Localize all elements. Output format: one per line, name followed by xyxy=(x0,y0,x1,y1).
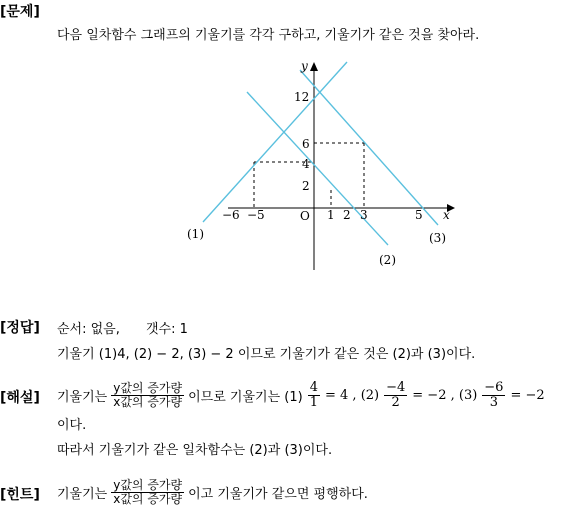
tick-y-6: 6 xyxy=(302,137,310,151)
axis-y-label: y xyxy=(301,59,308,73)
answer-tag: [정답] xyxy=(0,320,40,336)
y-axis-arrow xyxy=(310,62,318,71)
hint-fraction-denominator: x값의 증가량 xyxy=(113,491,183,506)
fraction-1-result: = 4 , (2) xyxy=(325,387,380,403)
tick-x-neg6: −6 xyxy=(222,208,240,222)
explanation-prefix: 기울기는 xyxy=(57,389,108,405)
fraction-2-result: = −2 , (3) xyxy=(412,387,478,403)
explanation-tag: [해설] xyxy=(0,390,40,406)
tick-x-2: 2 xyxy=(343,208,351,222)
graph-line-2 xyxy=(247,92,388,245)
tick-x-5: 5 xyxy=(415,208,423,222)
hint-text xyxy=(57,473,368,511)
fraction-2 xyxy=(384,381,407,409)
tick-x-1: 1 xyxy=(327,208,335,222)
fraction-3-num: −6 xyxy=(484,379,504,395)
axis-x-label: x xyxy=(443,208,450,222)
line-label-1: (1) xyxy=(187,227,204,241)
hint-fraction-numerator: y값의 증가량 xyxy=(113,477,183,492)
problem-text: 다음 일차함수 그래프의 기울기를 각각 구하고, 기울기가 같은 것을 찾아라. xyxy=(57,28,480,43)
fraction-1-num: 4 xyxy=(309,379,318,395)
problem-tag: [문제] xyxy=(0,4,40,20)
explanation-formula xyxy=(57,376,545,414)
fraction-numerator: y값의 증가량 xyxy=(113,380,183,395)
explanation-conclusion: 따라서 기울기가 같은 일차함수는 (2)과 (3)이다. xyxy=(57,443,333,458)
hint-suffix: 이고 기울기가 같으면 평행하다. xyxy=(188,486,368,502)
hint-fraction xyxy=(111,479,184,505)
answer-slopes: 기울기 (1)4, (2) − 2, (3) − 2 이므로 기울기가 같은 것은 (2)과 (3)이다. xyxy=(57,347,476,362)
tick-y-4: 4 xyxy=(302,157,310,171)
answer-count: 갯수: 1 xyxy=(146,322,188,337)
origin-label: O xyxy=(300,209,310,223)
tick-y-2: 2 xyxy=(302,179,310,193)
tick-x-3: 3 xyxy=(360,208,368,222)
fraction-3 xyxy=(482,381,505,409)
fraction-3-den: 3 xyxy=(489,394,498,410)
fraction-3-result: = −2 xyxy=(510,387,545,403)
fraction-1-den: 1 xyxy=(309,394,318,410)
fraction-denominator: x값의 증가량 xyxy=(113,394,183,409)
hint-tag: [힌트] xyxy=(0,487,40,503)
explanation-continuation: 이다. xyxy=(57,418,87,433)
graph-line-3 xyxy=(300,70,438,225)
hint-prefix: 기울기는 xyxy=(57,486,108,502)
explanation-mid: 이므로 기울기는 (1) xyxy=(188,389,303,405)
graph xyxy=(180,55,460,270)
tick-y-12: 12 xyxy=(294,90,310,104)
slope-definition-fraction xyxy=(111,382,184,408)
fraction-2-num: −4 xyxy=(386,379,406,395)
answer-order: 순서: 없음, xyxy=(57,322,120,337)
line-label-2: (2) xyxy=(379,253,396,267)
tick-x-neg5: −5 xyxy=(247,208,265,222)
graph-line-1 xyxy=(203,62,347,222)
fraction-1 xyxy=(308,381,320,409)
line-label-3: (3) xyxy=(429,231,446,245)
fraction-2-den: 2 xyxy=(391,394,400,410)
